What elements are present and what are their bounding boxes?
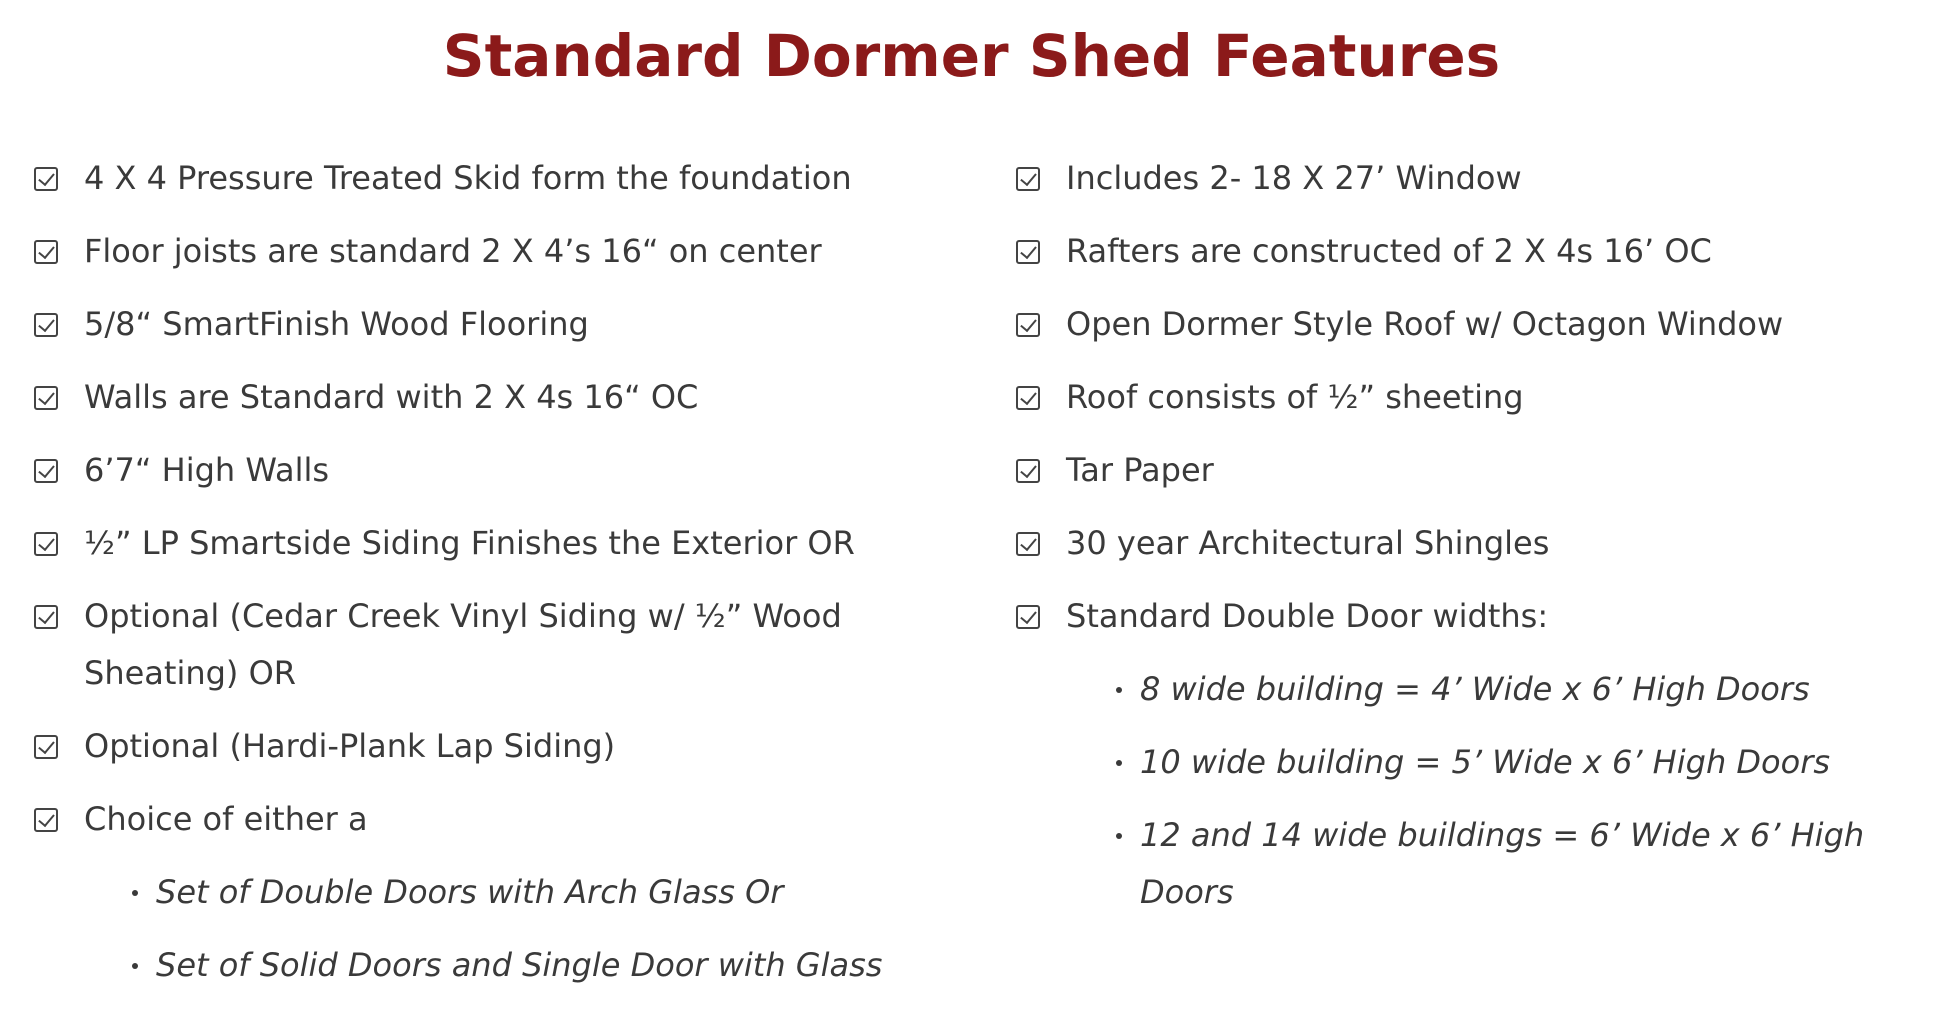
feature-item — [34, 223, 974, 280]
feature-text: Choice of either a — [84, 800, 368, 838]
feature-item — [1016, 150, 1916, 207]
feature-item — [1016, 296, 1916, 353]
checkbox-checked-icon — [34, 459, 58, 483]
checkbox-checked-icon — [34, 808, 58, 832]
bullet-icon — [1116, 760, 1122, 766]
checkbox-checked-icon — [34, 532, 58, 556]
feature-text: Roof consists of ½” sheeting — [1066, 378, 1524, 416]
feature-item — [34, 718, 974, 775]
sub-list-item — [34, 864, 974, 921]
feature-text: ½” LP Smartside Siding Finishes the Exterior OR — [84, 524, 855, 562]
feature-item — [34, 588, 974, 702]
feature-text: 30 year Architectural Shingles — [1066, 524, 1550, 562]
feature-text: 5/8“ SmartFinish Wood Flooring — [84, 305, 589, 343]
checkbox-checked-icon — [1016, 532, 1040, 556]
checkbox-checked-icon — [1016, 605, 1040, 629]
checkbox-checked-icon — [34, 735, 58, 759]
feature-item — [1016, 223, 1916, 280]
feature-text: Rafters are constructed of 2 X 4s 16’ OC — [1066, 232, 1712, 270]
feature-text: Standard Double Door widths: — [1066, 597, 1549, 635]
feature-item — [1016, 588, 1916, 645]
checkbox-checked-icon — [34, 240, 58, 264]
page-title: Standard Dormer Shed Features — [442, 22, 1501, 90]
door-options-list — [34, 864, 974, 994]
sub-item-text: 10 wide building = 5’ Wide x 6’ High Doors — [1140, 743, 1831, 781]
feature-item — [1016, 369, 1916, 426]
sub-list-container — [1016, 661, 1916, 921]
checkbox-checked-icon — [1016, 459, 1040, 483]
features-list-left — [34, 150, 974, 1010]
sub-item-text: 8 wide building = 4’ Wide x 6’ High Doors — [1140, 670, 1810, 708]
sub-list-item — [1016, 734, 1916, 791]
feature-item — [1016, 442, 1916, 499]
sub-list-item — [34, 937, 974, 994]
sub-item-text: Set of Double Doors with Arch Glass Or — [156, 873, 784, 911]
checkbox-checked-icon — [1016, 386, 1040, 410]
checkbox-checked-icon — [1016, 167, 1040, 191]
feature-text: Open Dormer Style Roof w/ Octagon Window — [1066, 305, 1784, 343]
features-list-right — [1016, 150, 1916, 937]
feature-text: Optional (Cedar Creek Vinyl Siding w/ ½” Wood Sheating) OR — [84, 597, 842, 692]
checkbox-checked-icon — [34, 167, 58, 191]
feature-item — [34, 442, 974, 499]
feature-item — [34, 296, 974, 353]
feature-item — [34, 791, 974, 848]
feature-text: Floor joists are standard 2 X 4’s 16“ on center — [84, 232, 822, 270]
feature-text: Walls are Standard with 2 X 4s 16“ OC — [84, 378, 699, 416]
feature-text: Tar Paper — [1066, 451, 1214, 489]
feature-text: 4 X 4 Pressure Treated Skid form the foundation — [84, 159, 852, 197]
checkbox-checked-icon — [1016, 313, 1040, 337]
bullet-icon — [132, 890, 138, 896]
sub-list-container — [34, 864, 974, 994]
sub-list-item — [1016, 661, 1916, 718]
feature-text: 6’7“ High Walls — [84, 451, 330, 489]
bullet-icon — [132, 963, 138, 969]
feature-item — [1016, 515, 1916, 572]
checkbox-checked-icon — [1016, 240, 1040, 264]
checkbox-checked-icon — [34, 605, 58, 629]
feature-item — [34, 369, 974, 426]
door-widths-list — [1016, 661, 1916, 921]
sub-item-text: 12 and 14 wide buildings = 6’ Wide x 6’ High Doors — [1140, 816, 1865, 911]
checkbox-checked-icon — [34, 313, 58, 337]
checkbox-checked-icon — [34, 386, 58, 410]
feature-item — [34, 515, 974, 572]
feature-text: Optional (Hardi-Plank Lap Siding) — [84, 727, 616, 765]
bullet-icon — [1116, 687, 1122, 693]
sub-list-item — [1016, 807, 1916, 921]
feature-item — [34, 150, 974, 207]
feature-text: Includes 2- 18 X 27’ Window — [1066, 159, 1522, 197]
sub-item-text: Set of Solid Doors and Single Door with Glass — [156, 946, 883, 984]
bullet-icon — [1116, 833, 1122, 839]
